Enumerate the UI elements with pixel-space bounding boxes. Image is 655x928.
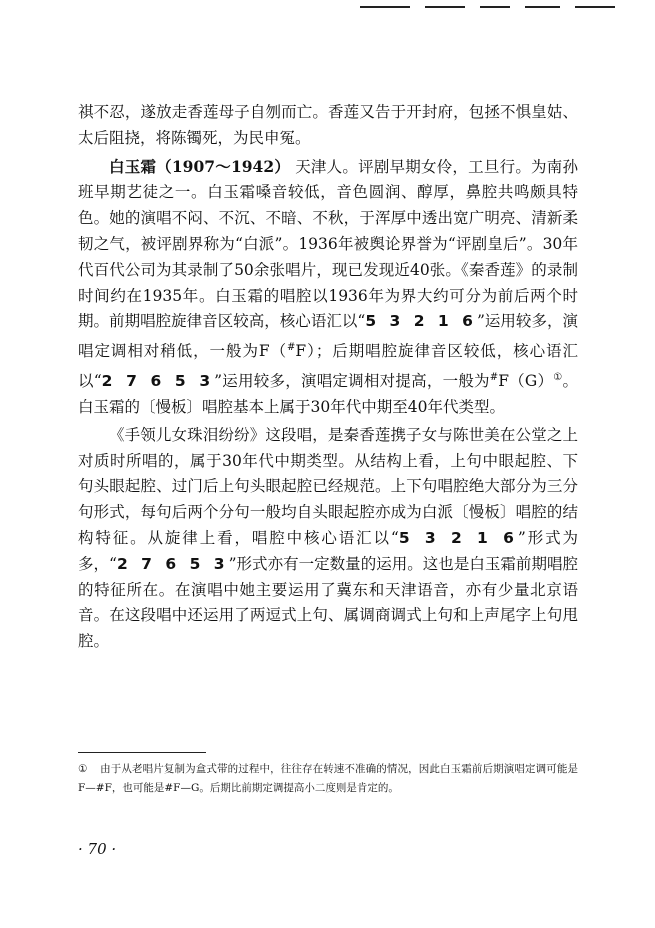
paragraph-3 xyxy=(78,423,578,655)
notation-53216: 5 3 2 1 6 xyxy=(365,312,477,331)
paragraph-2-text-f: 。白玉霜的〔慢板〕唱腔基本上属于30年代中期至40年代类型。 xyxy=(78,372,578,417)
sharp-sign: # xyxy=(287,342,296,354)
paragraph-3-text-b: ”形式为多，“ xyxy=(78,529,578,573)
notation-27653: 2 7 6 5 3 xyxy=(101,372,215,391)
notation-53216: 5 3 2 1 6 xyxy=(398,529,518,548)
notation-27653: 2 7 6 5 3 xyxy=(116,554,229,573)
paragraph-2-text-e: F（G） xyxy=(498,372,554,391)
paragraph-2 xyxy=(78,154,578,421)
sharp-sign: # xyxy=(489,372,499,384)
footnote-text: 由于从老唱片复制为盒式带的过程中，往往存在转速不准确的情况，因此白玉霜前后期演唱定调可能是F—#F，也可能是#F—G。后期比前期定调提高小二度则是肯定的。 xyxy=(78,763,578,794)
page-number: · 70 · xyxy=(78,840,117,858)
paragraph-3-text-a: 《手领儿女珠泪纷纷》这段唱，是秦香莲携子女与陈世美在公堂之上对质时所唱的，属于30年代中期类型。从结构上看，上句中眼起腔、下句头眼起腔、过门后上句头眼起腔已经规范。上下句唱腔绝大部分为三分句形式，每句后两个分句一般均自头眼起腔亦成为白派〔慢板〕唱腔的结构特征。从旋律上看，唱腔中核心语汇以“ xyxy=(78,425,578,548)
footnote-mark: ① xyxy=(78,763,88,775)
paragraph-1 xyxy=(78,100,578,152)
paragraph-1-text: 祺不忍，遂放走香莲母子自刎而亡。香莲又告于开封府，包拯不惧皇姑、太后阻挠，将陈镯死，为民申冤。 xyxy=(78,103,578,147)
footnote-divider xyxy=(78,752,206,753)
top-edge-marks xyxy=(0,6,655,12)
paragraph-2-text-c: F）；后期唱腔旋律音区较低，核心语汇以“ xyxy=(78,342,578,391)
paragraph-2-text-d: ”运用较多，演唱定调相对提高，一般为 xyxy=(214,372,490,391)
footnote-reference: ① xyxy=(553,372,563,384)
paragraph-3-text-c: ”形式亦有一定数量的运用。这也是白玉霜前期唱腔的特征所在。在演唱中她主要运用了冀东和天津语音，亦有少量北京语音。在这段唱中还运用了两逗式上句、属调商调式上句和上声尾字上句甩腔。 xyxy=(78,554,578,651)
paragraph-2-text-a: 天津人。评剧早期女伶，工旦行。为南孙班早期艺徒之一。白玉霜嗓音较低，音色圆润、醇厚，鼻腔共鸣颇具特色。她的演唱不闷、不沉、不暗、不秋，于浑厚中透出宽广明亮、清新柔韧之气，被评剧界称为“白派”。1936年被舆论界誉为“评剧皇后”。30年代百代公司为其录制了50余张唱片，现已发现近40张。《秦香莲》的录制时间约在1935年。白玉霜的唱腔以1936年为界大约可分为前后两个时期。前期唱腔旋律音区较高，核心语汇以“ xyxy=(78,157,578,331)
biography-heading: 白玉霜（1907～1942） xyxy=(109,156,291,176)
footnote xyxy=(78,760,578,798)
paragraph-2-text-b: ”运用较多，演唱定调相对稍低，一般为F（ xyxy=(78,312,578,361)
page-body xyxy=(78,100,578,655)
